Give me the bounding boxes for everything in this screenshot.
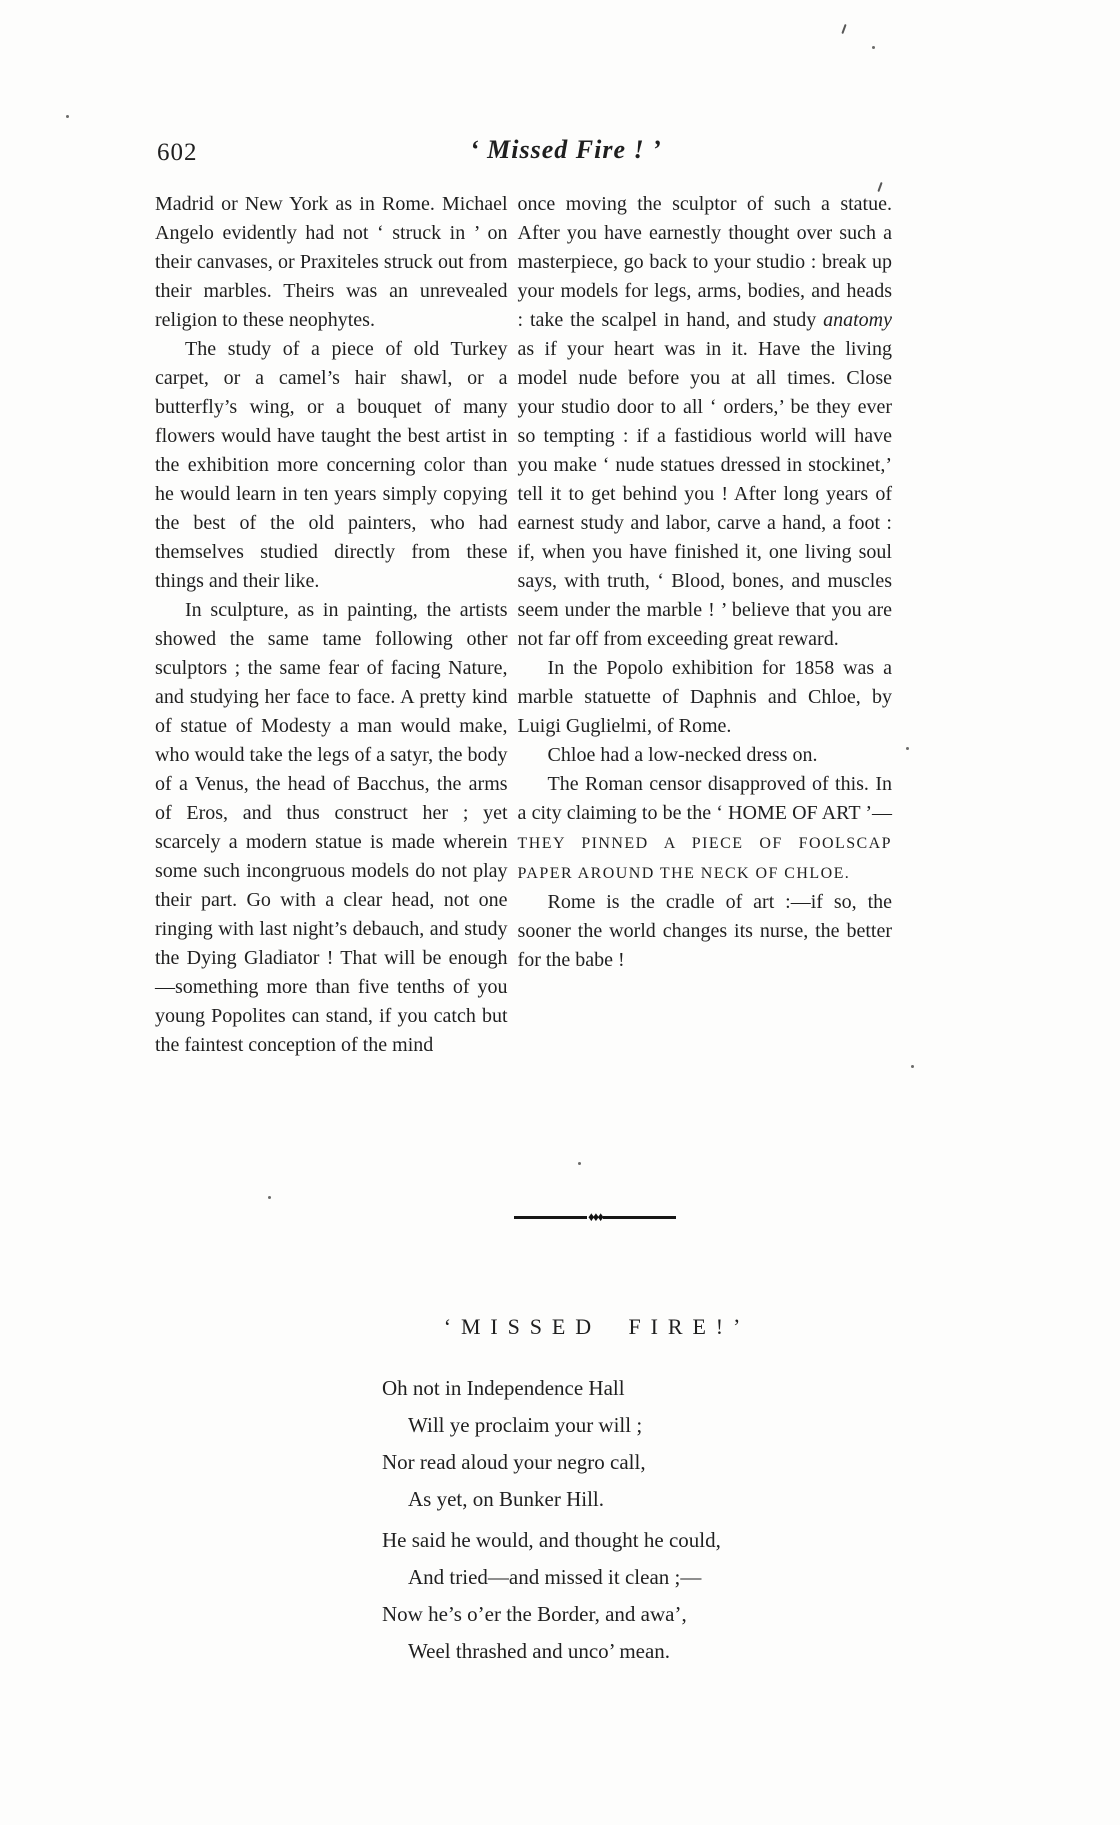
poem-line: Now he’s o’er the Border, and awa’, <box>382 1602 687 1626</box>
paragraph: Rome is the cradle of art :—if so, the sooner the world changes its nurse, the better for the babe ! <box>517 891 892 971</box>
italic-word: anatomy <box>823 309 892 331</box>
scan-speck <box>268 1196 271 1199</box>
poem-line: He said he would, and thought he could, <box>382 1528 721 1552</box>
scan-speck <box>911 1065 914 1068</box>
divider-diamonds-ornament: ♦♦♦ <box>588 1209 602 1224</box>
scan-speck <box>841 24 846 34</box>
paragraph: Chloe had a low-necked dress on. <box>547 744 818 766</box>
left-column <box>155 190 508 1060</box>
section-divider <box>514 1209 676 1224</box>
poem-line: Will ye proclaim your will ; <box>408 1413 643 1437</box>
divider-rule-right <box>603 1216 676 1219</box>
poem-line: As yet, on Bunker Hill. <box>408 1487 604 1511</box>
poem-title: ‘MISSED FIRE!’ <box>443 1314 751 1339</box>
scan-speck <box>906 747 909 750</box>
paragraph-text: once moving the sculptor of such a statue. After you have earnestly thought over such a masterpiece, go back to your studio : break up your models for legs, arms, bodies, and heads : take the scalpel in hand, and study <box>517 193 892 331</box>
page-number: 602 <box>157 139 198 166</box>
scan-speck <box>578 1162 581 1165</box>
paragraph: Madrid or New York as in Rome. Michael Angelo evidently had not ‘ struck in ’ on their canvases, or Praxiteles struck out from their marbles. Theirs was an unrevealed religion to these neophytes. <box>155 193 508 331</box>
running-title: ‘ Missed Fire ! ’ <box>470 135 662 164</box>
paragraph: The study of a piece of old Turkey carpet, or a camel’s hair shawl, or a butterfly’s wing, or a bouquet of many flowers would have taught the best artist in the exhibition more concerning color than he would learn in ten years simply copying the best of the old painters, who had themselves studied directly from these things and their like. <box>155 338 508 592</box>
paragraph <box>518 770 892 888</box>
poem-stanza-1 <box>382 1370 812 1518</box>
scan-speck <box>66 115 69 118</box>
poem-stanza-2 <box>382 1522 812 1670</box>
paragraph <box>518 190 892 654</box>
right-column <box>518 190 892 1060</box>
poem-line: And tried—and missed it clean ;— <box>408 1565 702 1589</box>
poem-line: Weel thrashed and unco’ mean. <box>408 1639 671 1663</box>
divider-rule-left <box>514 1216 587 1219</box>
poem-line: Oh not in Independence Hall <box>382 1376 625 1400</box>
paragraph-text: as if your heart was in it. Have the living model nude before you at all times. Close your studio door to all ‘ orders,’ be they ever so tempting : if a fastidious world will have you make ‘ nude statues dressed in stockinet,’ tell it to get behind you ! After long years of earnest study and labor, carve a hand, a foot : if, when you have finished it, one living soul says, with truth, ‘ Blood, bones, and muscles seem under the marble ! ’ believe that you are not far off from exceeding great reward. <box>517 338 892 650</box>
article-body <box>155 190 892 1060</box>
scan-speck <box>872 46 875 49</box>
poem-line: Nor read aloud your negro call, <box>382 1450 646 1474</box>
paragraph: In sculpture, as in painting, the artists showed the same tame following other sculptors ; the same fear of facing Nature, and studying her face to face. A pretty kind of statue of Modesty a man would make, who would take the legs of a satyr, the body of a Venus, the head of Bacchus, the arms of Eros, and thus construct her ; yet scarcely a modern statue is made wherein some such incongruous models do not play their part. Go with a clear head, not one ringing with last night’s debauch, and study the Dying Gladiator ! That will be enough—something more than five tenths of you young Popolites can stand, if you catch but the faintest conception of the mind <box>155 599 508 1056</box>
small-caps-text: THEY PINNED A PIECE OF FOOLSCAP PAPER AROUND THE NECK OF CHLOE. <box>517 835 892 882</box>
paragraph-text: The Roman censor disapproved of this. In a city claiming to be the ‘ HOME OF ART ’— <box>517 773 892 824</box>
paragraph: In the Popolo exhibition for 1858 was a marble statuette of Daphnis and Chloe, by Luigi Guglielmi, of Rome. <box>517 657 892 737</box>
